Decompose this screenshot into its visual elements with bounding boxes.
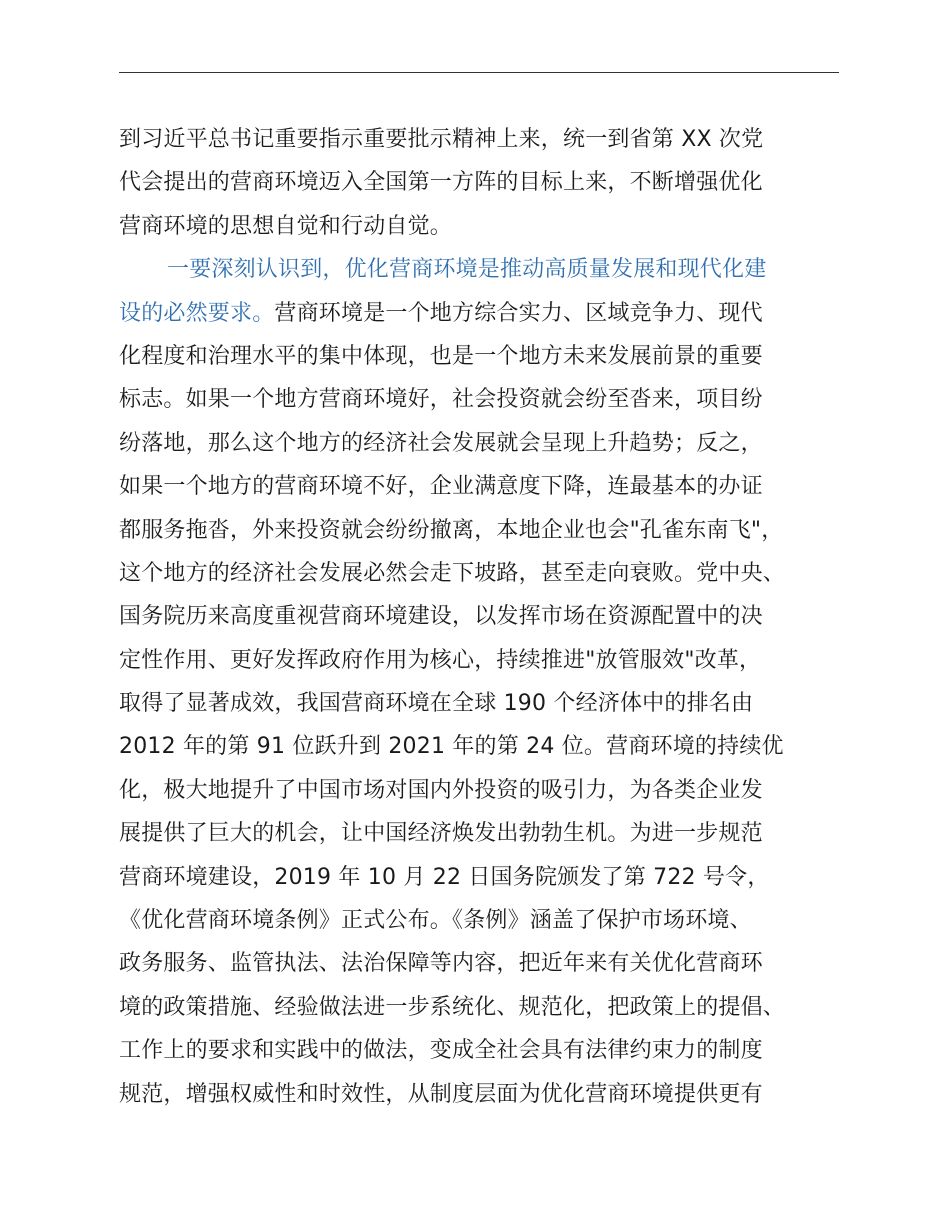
text-line: 纷落地，那么这个地方的经济社会发展就会呈现上升趋势；反之， (119, 430, 763, 456)
section-heading-text: 设的必然要求。 (119, 300, 275, 326)
text-line: 规范，增强权威性和时效性，从制度层面为优化营商环境提供更有 (119, 1081, 763, 1107)
text-line: 都服务拖沓，外来投资就会纷纷撤离，本地企业也会"孔雀东南飞"， (119, 517, 784, 543)
text-line: 工作上的要求和实践中的做法，变成全社会具有法律约束力的制度 (119, 1038, 763, 1064)
text-line: 政务服务、监管执法、法治保障等内容，把近年来有关优化营商环 (119, 951, 763, 977)
text-line: 展提供了巨大的机会，让中国经济焕发出勃勃生机。为进一步规范 (119, 821, 763, 847)
text-line: 化，极大地提升了中国市场对国内外投资的吸引力，为各类企业发 (119, 777, 763, 803)
text-line: 代会提出的营商环境迈入全国第一方阵的目标上来，不断增强优化 (119, 170, 763, 196)
text-line: 到习近平总书记重要指示重要批示精神上来，统一到省第 XX 次党 (119, 127, 764, 152)
text-line: 《优化营商环境条例》正式公布。《条例》涵盖了保护市场环境、 (119, 908, 752, 934)
text-line: 化程度和治理水平的集中体现，也是一个地方未来发展前景的重要 (119, 343, 763, 369)
text-line: 营商环境的思想自觉和行动自觉。 (119, 213, 453, 239)
text-line: 标志。如果一个地方营商环境好，社会投资就会纷至沓来，项目纷 (119, 387, 763, 413)
document-body (119, 118, 859, 1116)
text-line: 国务院历来高度重视营商环境建设，以发挥市场在资源配置中的决 (119, 604, 763, 630)
text-line: 如果一个地方的营商环境不好，企业满意度下降，连最基本的办证 (119, 474, 763, 500)
text-span: 营商环境是一个地方综合实力、区域竞争力、现代 (274, 300, 763, 326)
header-rule (119, 72, 839, 73)
section-heading-line (119, 248, 859, 291)
text-line: 定性作用、更好发挥政府作用为核心，持续推进"放管服效"改革， (119, 647, 762, 673)
text-line: 这个地方的经济社会发展必然会走下坡路，甚至走向衰败。党中央、 (119, 560, 786, 586)
section-heading-text: 一要深刻认识到，优化营商环境是推动高质量发展和现代化建 (167, 257, 767, 283)
text-line: 营商环境建设，2019 年 10 月 22 日国务院颁发了第 722 号令， (119, 864, 770, 890)
text-line: 2012 年的第 91 位跃升到 2021 年的第 24 位。营商环境的持续优 (119, 734, 784, 760)
text-line: 境的政策措施、经验做法进一步系统化、规范化，把政策上的提倡、 (119, 994, 786, 1020)
text-line (119, 292, 859, 335)
text-line: 取得了显著成效，我国营商环境在全球 190 个经济体中的排名由 (119, 691, 754, 717)
